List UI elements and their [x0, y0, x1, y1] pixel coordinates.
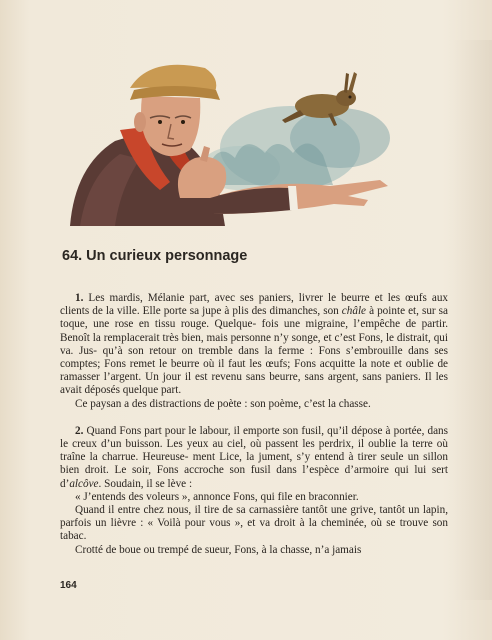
paragraph-2-continued: Quand il entre chez nous, il tire de sa carnassière tantôt une grive, tantôt un lapin, parfois un lièvre : « Voilà pour vous », et va droit à la cheminée, où se trouve son tabac.: [60, 504, 449, 543]
glossary-word: châle: [341, 305, 367, 318]
paragraph-2: 2. Quand Fons part pour le labour, il emporte son fusil, qu’il dépose à portée, dans le creux d’un buisson. Les yeux au ciel, où passent les perdrix, il oublie la terre où traîne la charrue. Heureuse- ment Lice, la jument, s’y entend à tirer seule un sillon bien droit. Le soir, Fons accroche son fusil dans l’espèce d’armoire qui lui sert d’alcôve. Soudain, il se lève :: [60, 424, 448, 490]
glossary-word: alcôve: [69, 477, 99, 490]
paragraph-number: 1.: [75, 292, 84, 304]
paragraph-1-closing: Ce paysan a des distractions de poète : son poème, c’est la chasse.: [75, 397, 371, 410]
lesson-text: [60, 292, 448, 557]
illustration-man-and-hare: [60, 48, 400, 226]
dialogue-line: « J’entends des voleurs », annonce Fons, qui file en braconnier.: [75, 490, 359, 503]
page-shadow: [452, 40, 492, 600]
paragraph-2-last-line: Crotté de boue ou trempé de sueur, Fons, à la chasse, n’a jamais: [75, 543, 362, 556]
paragraph-number: 2.: [75, 424, 84, 437]
paragraph-1: 1. Les mardis, Mélanie part, avec ses paniers, livrer le beurre et les œufs aux clients de la ville. Elle porte sa jupe à plis des dimanches, son châle à pointe et, sur sa toque, une rose en tissu rouge. Quelque- fois une migraine, l’empêche de partir. Benoît la remplacerait très bien, mais personne n’y songe, et c’est Fons, le distrait, qui va. Jus- qu’à son retour on tremble dans la ferme : Fons s’embrouille dans ses comptes; Fons remet le beurre où il faut les œufs; Fons acquitte la note et oublie de ramasser l’argent. Un jour il est revenu sans beurre, sans argent, sans paniers. Il les avait déposés quelque part.: [60, 292, 449, 397]
lesson-title: 64. Un curieux personnage: [62, 248, 248, 264]
page-number: 164: [60, 580, 77, 591]
